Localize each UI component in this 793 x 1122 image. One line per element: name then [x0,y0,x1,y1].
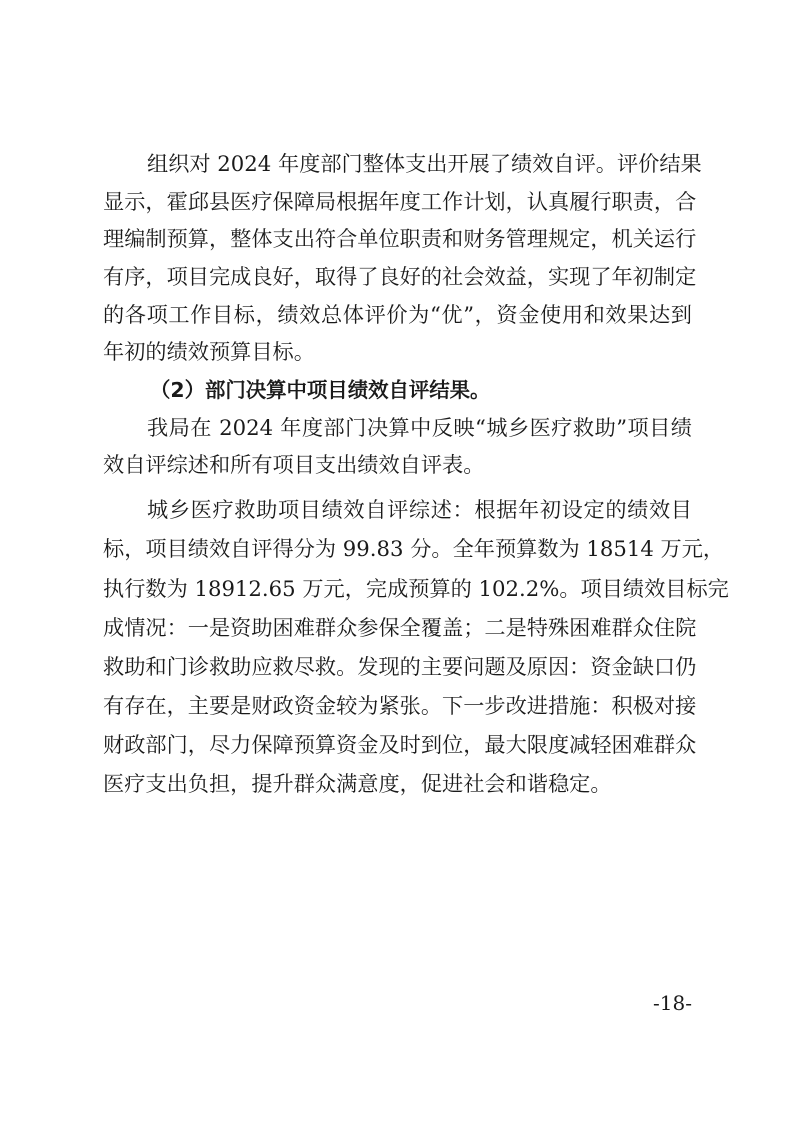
text-line: 标，项目绩效自评得分为 99.83 分。全年预算数为 18514 万元， [103,536,725,561]
text-line: 财政部门，尽力保障预算资金及时到位，最大限度减轻困难群众 [103,732,697,757]
text-line: 我局在 2024 年度部门决算中反映“城乡医疗救助”项目绩 [147,415,692,440]
page-number: -18- [653,991,692,1015]
text-line: 年初的绩效预算目标。 [103,339,315,364]
text-line: 城乡医疗救助项目绩效自评综述：根据年初设定的绩效目 [147,497,692,522]
text-line: 有序，项目完成良好，取得了良好的社会效益，实现了年初制定 [103,264,697,289]
text-line: 有存在，主要是财政资金较为紧张。下一步改进措施：积极对接 [103,693,697,718]
text-line: 的各项工作目标，绩效总体评价为“优”，资金使用和效果达到 [103,302,692,327]
text-line: 成情况：一是资助困难群众参保全覆盖；二是特殊困难群众住院 [103,615,697,640]
text-line: 执行数为 18912.65 万元，完成预算的 102.2%。项目绩效目标完 [103,576,729,601]
text-line: 救助和门诊救助应救尽救。发现的主要问题及原因：资金缺口仍 [103,654,697,679]
section-heading: （2）部门决算中项目绩效自评结果。 [150,378,491,402]
text-line: 医疗支出负担，提升群众满意度，促进社会和谐稳定。 [103,771,612,796]
text-line: 组织对 2024 年度部门整体支出开展了绩效自评。评价结果 [147,151,702,176]
text-line: 理编制预算，整体支出符合单位职责和财务管理规定，机关运行 [103,226,697,251]
text-line: 效自评综述和所有项目支出绩效自评表。 [103,452,485,477]
text-line: 显示，霍邱县医疗保障局根据年度工作计划，认真履行职责，合 [103,189,697,214]
